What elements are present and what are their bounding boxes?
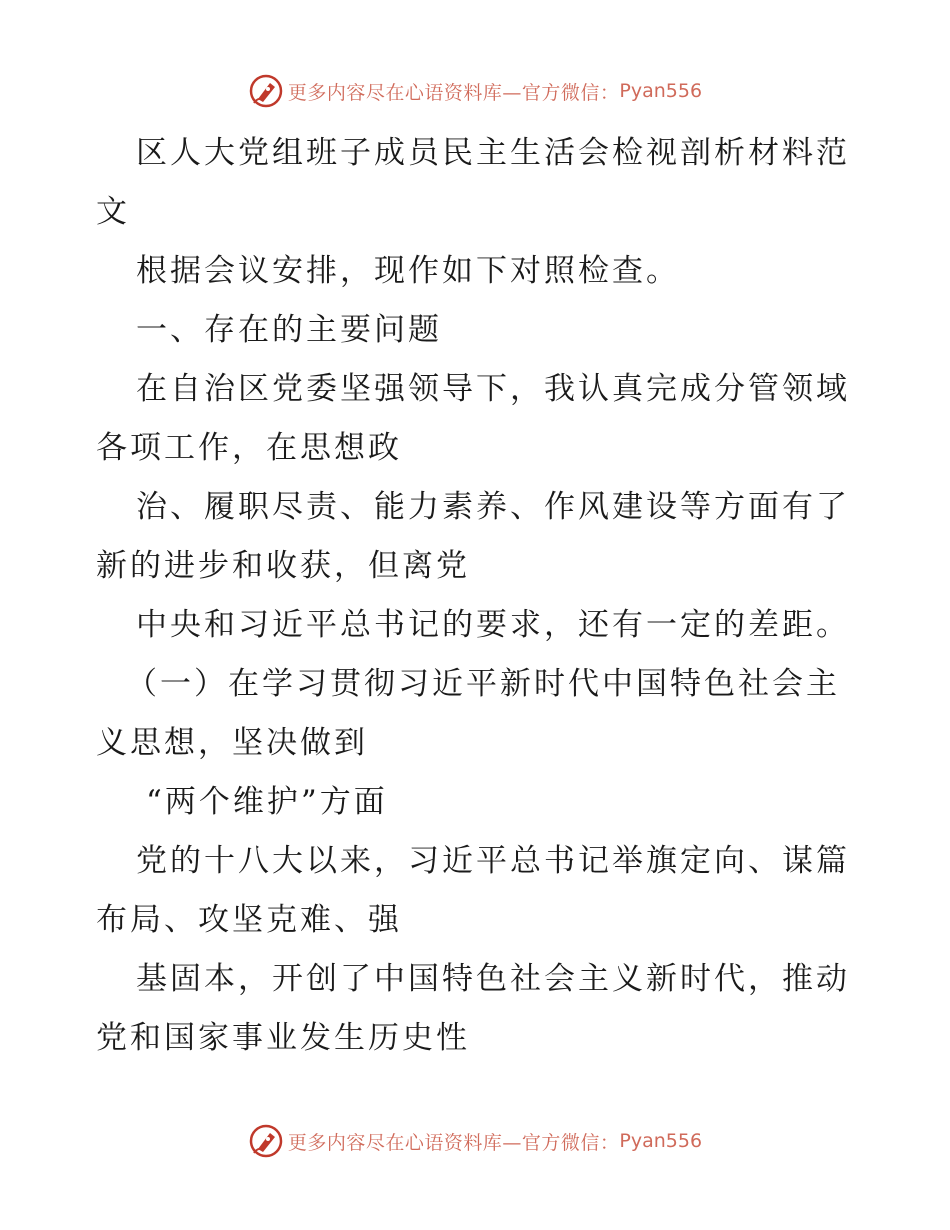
doc-paragraph-line: 在自治区党委坚强领导下，我认真完成分管领域: [136, 371, 850, 407]
pen-nib-icon: [248, 73, 284, 109]
doc-paragraph-line: 党的十八大以来，习近平总书记举旗定向、谋篇: [136, 843, 850, 879]
doc-paragraph-line: 基固本，开创了中国特色社会主义新时代，推动: [136, 961, 850, 997]
document-body: [96, 124, 856, 1068]
doc-title-line-2: 文: [96, 194, 130, 230]
watermark-wechat-id: Pyan556: [619, 1130, 703, 1152]
watermark-text: 更多内容尽在心语资料库—官方微信：: [287, 81, 620, 104]
doc-subsection-heading: “两个维护”方面: [146, 784, 388, 820]
doc-paragraph-line: 各项工作，在思想政: [96, 430, 402, 466]
doc-paragraph-line: 布局、攻坚克难、强: [96, 902, 402, 938]
doc-title-line-1: 区人大党组班子成员民主生活会检视剖析材料范: [136, 135, 850, 171]
doc-paragraph-line: 治、履职尽责、能力素养、作风建设等方面有了: [136, 489, 850, 525]
footer-watermark: [0, 1123, 950, 1159]
doc-paragraph-line: 中央和习近平总书记的要求，还有一定的差距。: [136, 607, 850, 643]
doc-paragraph-line: 根据会议安排，现作如下对照检查。: [136, 253, 680, 289]
doc-section-heading: 一、存在的主要问题: [136, 312, 442, 348]
watermark-text: 更多内容尽在心语资料库—官方微信：: [287, 1131, 620, 1154]
watermark-wechat-id: Pyan556: [619, 80, 703, 102]
doc-paragraph-line: 新的进步和收获，但离党: [96, 548, 470, 584]
pen-nib-icon: [248, 1123, 284, 1159]
doc-paragraph-line: 党和国家事业发生历史性: [96, 1020, 470, 1056]
header-watermark: [0, 73, 950, 109]
doc-subsection-heading: （一）在学习贯彻习近平新时代中国特色社会主: [126, 666, 840, 702]
doc-subsection-heading: 义思想，坚决做到: [96, 725, 368, 761]
